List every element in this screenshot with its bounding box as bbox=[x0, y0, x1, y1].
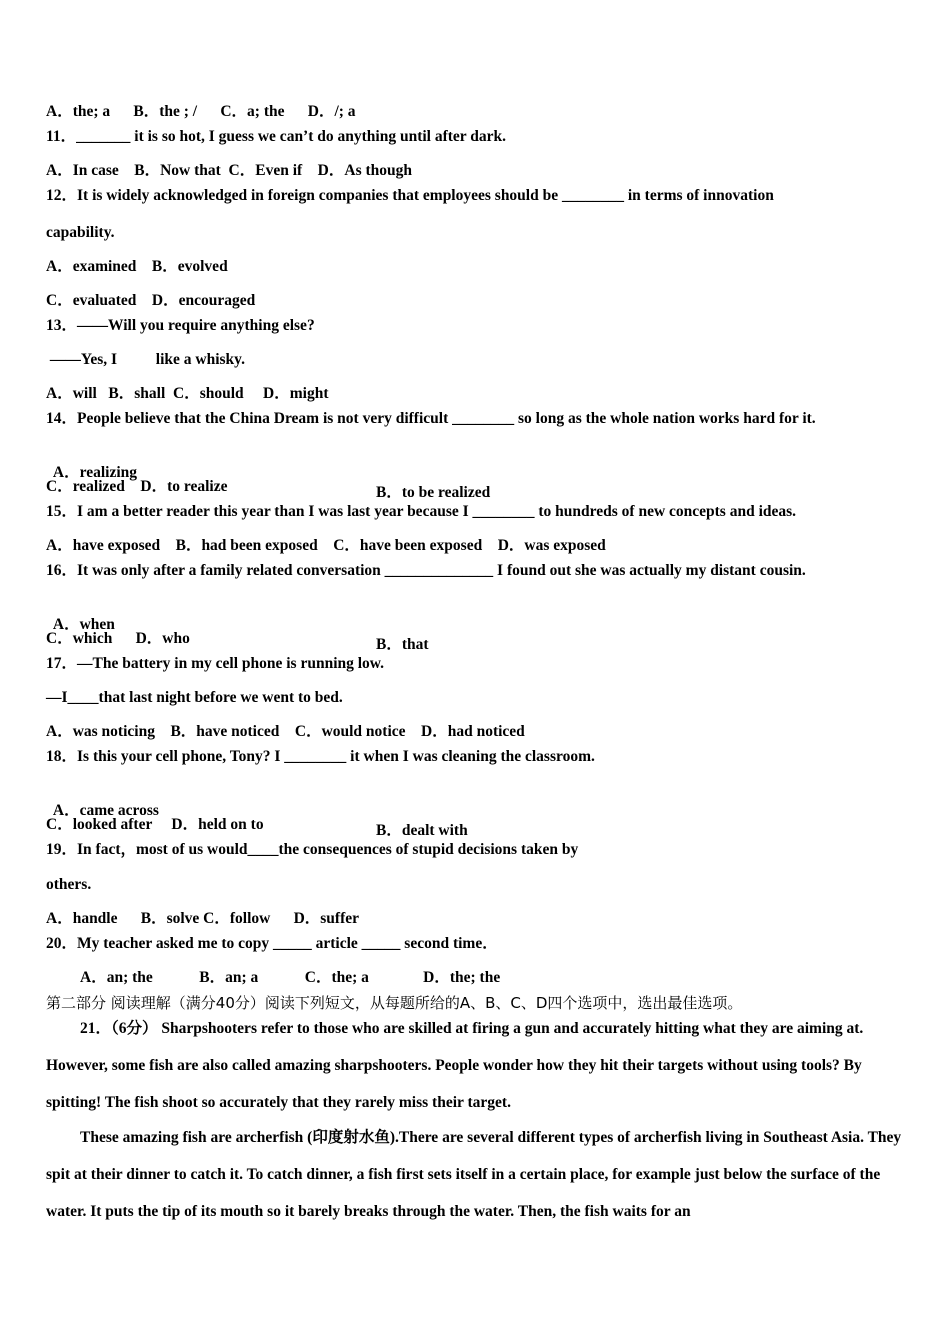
q17-options: A．was noticing B．have noticed C．would notice D．had noticed bbox=[46, 723, 525, 740]
q16-options-row2: C．which D．who bbox=[46, 630, 190, 647]
q18-option-a: A．came across bbox=[52, 802, 159, 819]
q18-options-row2: C．looked after D．held on to bbox=[46, 816, 264, 833]
q19-options: A．handle B．solve C．follow D．suffer bbox=[46, 910, 360, 927]
q21-paragraph-2: These amazing fish are archerfish (印度射水鱼).There are several different types of archerfish living in Southeast Asia. They spit at their dinner to catch it. To catch dinner, a fish first sets itself in a certain place, for example just below the surface of the water. It puts the tip of its mouth so it barely breaks through the water. Then, the fish waits for an bbox=[46, 1129, 902, 1220]
q14-stem: 14．People believe that the China Dream is not very difficult ________ so long as the whole nation works hard for it. bbox=[46, 410, 816, 427]
part2-heading: 第二部分 阅读理解（满分40分）阅读下列短文，从每题所给的A、B、C、D四个选项中，选出最佳选项。 bbox=[46, 994, 743, 1012]
q20-options: A．an; the B．an; a C．the; a D．the; the bbox=[80, 969, 501, 986]
q16-option-b: B．that bbox=[376, 636, 429, 653]
q10-options: A．the; a B．the ; / C．a; the D．/; a bbox=[46, 103, 356, 120]
q16-stem: 16．It was only after a family related conversation ______________ I found out she was actually my distant cousin. bbox=[46, 562, 806, 579]
q12-options-cd: C．evaluated D．encouraged bbox=[46, 292, 256, 309]
q19-stem: 19．In fact，most of us would____the consequences of stupid decisions taken by bbox=[46, 841, 579, 858]
q14-option-b: B．to be realized bbox=[376, 484, 491, 501]
q18-stem: 18．Is this your cell phone, Tony? I ________ it when I was cleaning the classroom. bbox=[46, 748, 595, 765]
q21-paragraph-1: 21．（6分） Sharpshooters refer to those who are skilled at firing a gun and accurately hitting what they are aiming at. However, some fish are also called amazing sharpshooters. People wonder how they hit their targets without using tools? By spitting! The fish shoot so accurately that they rarely miss their target. bbox=[46, 1020, 864, 1111]
q14-options-row2: C．realized D．to realize bbox=[46, 478, 228, 495]
q11-stem: 11．_______ it is so hot, I guess we can’t do anything until after dark. bbox=[46, 128, 507, 145]
q12-options-ab: A．examined B．evolved bbox=[46, 258, 228, 275]
q14-option-a: A．realizing bbox=[52, 464, 137, 481]
q17-reply: —I____that last night before we went to bed. bbox=[46, 689, 343, 706]
q18-option-b: B．dealt with bbox=[376, 822, 468, 839]
q15-stem: 15．I am a better reader this year than I was last year because I ________ to hundreds of new concepts and ideas. bbox=[46, 503, 797, 520]
q16-option-a: A．when bbox=[52, 616, 115, 633]
q17-stem: 17．—The battery in my cell phone is running low. bbox=[46, 655, 385, 672]
q13-options: A．will B．shall C．should D．might bbox=[46, 385, 329, 402]
q20-stem: 20．My teacher asked me to copy _____ article _____ second time． bbox=[46, 935, 498, 952]
q19-stem-cont: others. bbox=[46, 876, 92, 893]
q12-stem: 12．It is widely acknowledged in foreign companies that employees should be ________ in terms of innovation bbox=[46, 187, 774, 204]
q12-stem-cont: capability. bbox=[46, 224, 115, 241]
q11-options: A．In case B．Now that C．Even if D．As though bbox=[46, 162, 412, 179]
q13-stem: 13．——Will you require anything else? bbox=[46, 317, 315, 334]
q15-options: A．have exposed B．had been exposed C．have been exposed D．was exposed bbox=[46, 537, 606, 554]
q13-reply: ——Yes, I like a whisky. bbox=[46, 351, 245, 368]
